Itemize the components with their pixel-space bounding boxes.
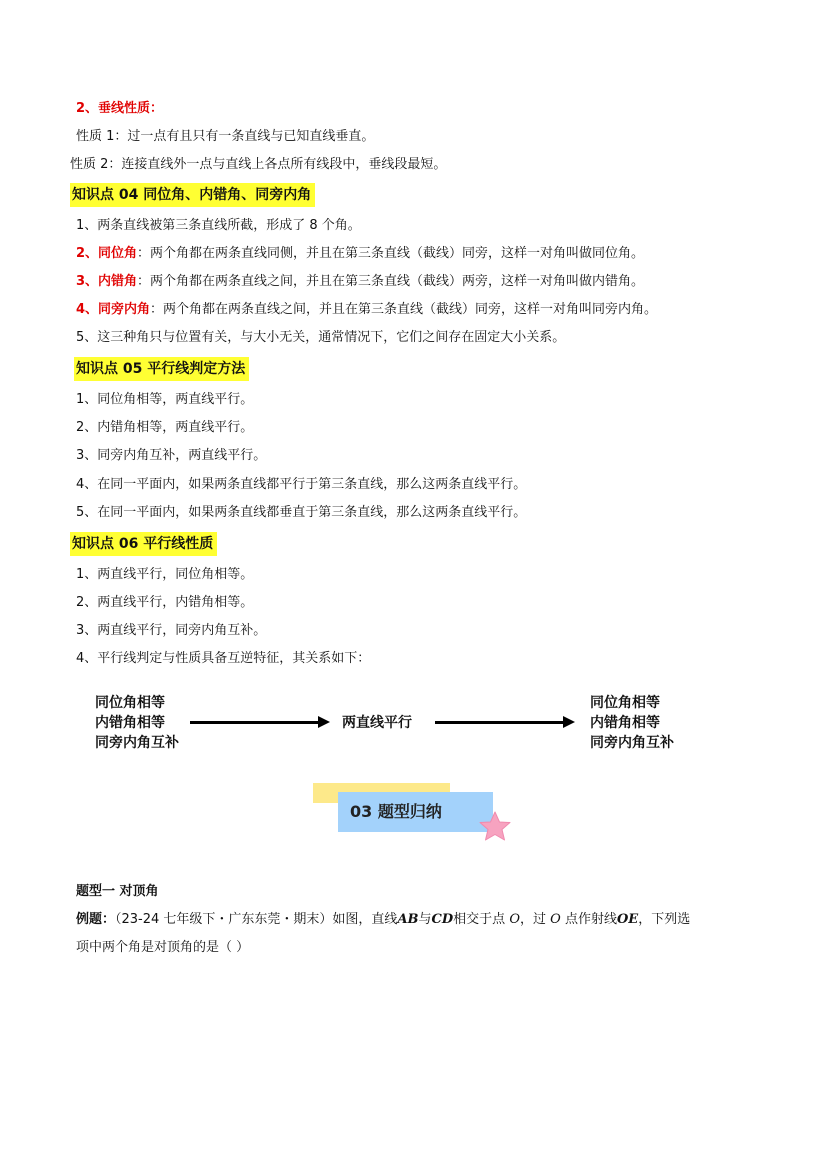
flow-right-item: 同旁内角互补 xyxy=(590,735,674,751)
example-text: ，过 xyxy=(519,912,546,927)
kp06-title: 知识点 06 平行线性质 xyxy=(70,532,217,556)
kp04-item-2-label: 2、同位角 xyxy=(76,246,138,261)
section-banner xyxy=(338,792,493,832)
math-ab: AB xyxy=(397,912,419,927)
kp05-item-5: 5、在同一平面内，如果两条直线都垂直于第三条直线，那么这两条直线平行。 xyxy=(76,505,527,520)
star-icon xyxy=(478,810,512,844)
kp04-item-3 xyxy=(76,272,644,292)
kp04-item-4-label: 4、同旁内角 xyxy=(76,302,151,317)
flow-right-group xyxy=(590,693,674,753)
kp05-item-1: 1、同位角相等，两直线平行。 xyxy=(76,392,254,407)
section-heading-perpendicular: 2、垂线性质： xyxy=(76,101,164,116)
kp05-item-3: 3、同旁内角互补，两直线平行。 xyxy=(76,448,267,463)
kp06-item-4: 4、平行线判定与性质具备互逆特征，其关系如下： xyxy=(76,651,371,666)
property-1-text: 性质 1：过一点有且只有一条直线与已知直线垂直。 xyxy=(76,129,375,144)
kp04-item-1: 1、两条直线被第三条直线所截，形成了 8 个角。 xyxy=(76,218,361,233)
flow-left-group xyxy=(95,693,179,753)
property-2-text: 性质 2：连接直线外一点与直线上各点所有线段中，垂线段最短。 xyxy=(70,157,447,172)
kp04-item-5: 5、这三种角只与位置有关，与大小无关，通常情况下，它们之间存在固定大小关系。 xyxy=(76,330,566,345)
math-oe: OE xyxy=(616,912,639,927)
flow-left-item: 同位角相等 xyxy=(95,695,165,711)
math-o: O xyxy=(509,912,520,927)
example-text: （23-24 七年级下・广东东莞・期末）如图，直线 xyxy=(115,912,398,927)
kp04-item-3-label: 3、内错角 xyxy=(76,274,138,289)
example-text: 点作射线 xyxy=(564,912,617,927)
example-line-1 xyxy=(76,910,690,930)
math-cd: CD xyxy=(431,912,454,927)
flow-left-item: 内错角相等 xyxy=(95,715,165,731)
kp04-item-4-text: ：两个角都在两条直线之间，并且在第三条直线（截线）同旁，这样一对角叫同旁内角。 xyxy=(150,302,658,317)
kp06-item-1: 1、两直线平行，同位角相等。 xyxy=(76,567,254,582)
section-banner-label: 03 题型归纳 xyxy=(350,802,442,821)
kp04-item-4 xyxy=(76,300,657,320)
flow-right-item: 同位角相等 xyxy=(590,695,660,711)
flow-right-item: 内错角相等 xyxy=(590,715,660,731)
example-text: 相交于点 xyxy=(453,912,506,927)
kp05-item-4: 4、在同一平面内，如果两条直线都平行于第三条直线，那么这两条直线平行。 xyxy=(76,477,527,492)
arrow-right-icon xyxy=(435,721,565,724)
example-label: 例题： xyxy=(76,912,116,927)
example-text: 与 xyxy=(418,912,432,927)
flow-left-item: 同旁内角互补 xyxy=(95,735,179,751)
kp05-title: 知识点 05 平行线判定方法 xyxy=(74,357,249,381)
math-o: O xyxy=(550,912,561,927)
kp06-item-3: 3、两直线平行，同旁内角互补。 xyxy=(76,623,267,638)
kp04-item-3-text: ：两个角都在两条直线之间，并且在第三条直线（截线）两旁，这样一对角叫做内错角。 xyxy=(137,274,645,289)
kp04-title: 知识点 04 同位角、内错角、同旁内角 xyxy=(70,183,315,207)
type1-title: 题型一 对顶角 xyxy=(76,884,159,899)
kp04-item-2 xyxy=(76,244,644,264)
example-line-2: 项中两个角是对顶角的是（ ） xyxy=(76,940,250,955)
kp04-item-2-text: ：两个角都在两条直线同侧，并且在第三条直线（截线）同旁，这样一对角叫做同位角。 xyxy=(137,246,645,261)
arrow-right-icon xyxy=(190,721,320,724)
kp06-item-2: 2、两直线平行，内错角相等。 xyxy=(76,595,254,610)
kp05-item-2: 2、内错角相等，两直线平行。 xyxy=(76,420,254,435)
example-text: ，下列选 xyxy=(638,912,691,927)
flow-center-text: 两直线平行 xyxy=(342,715,412,731)
